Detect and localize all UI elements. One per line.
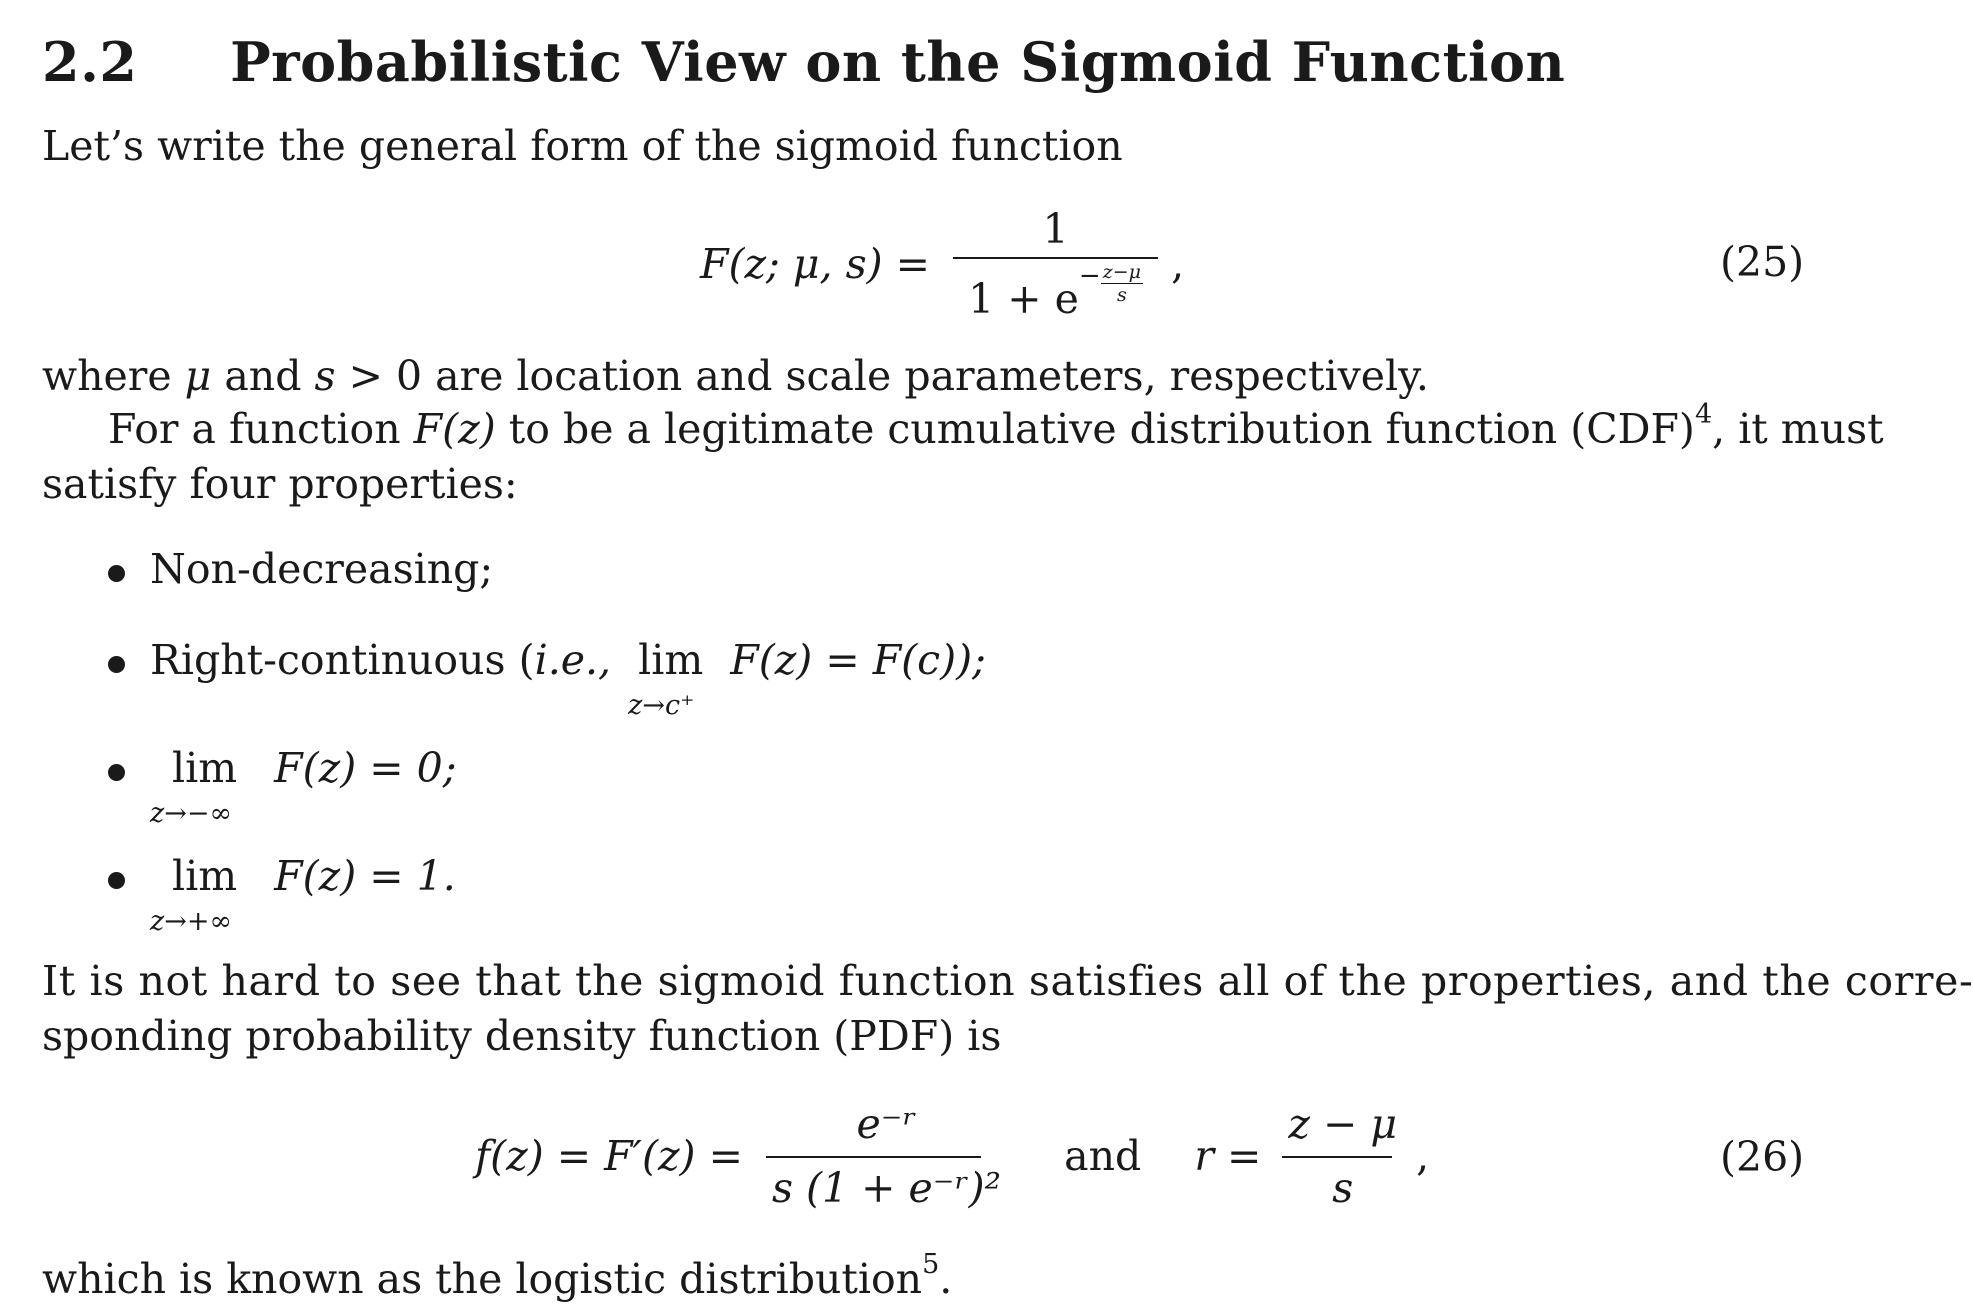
b4-lim: lim xyxy=(172,852,238,900)
b2-ie: i.e., xyxy=(534,636,612,684)
closing-text: which is known as the logistic distribution xyxy=(42,1255,923,1303)
cdf-line-2: satisfy four properties: xyxy=(42,460,518,508)
eq25-trail: , xyxy=(1171,240,1185,288)
intro-text: Let’s write the general form of the sigmoid function xyxy=(42,122,1123,170)
cdf-text-a: For a function xyxy=(108,405,414,453)
eq25-exp-num: z−μ xyxy=(1102,261,1141,283)
footnote-5[interactable]: 5 xyxy=(922,1249,940,1280)
b3-lim: lim xyxy=(172,744,238,792)
closing-line xyxy=(42,1249,953,1303)
params-line xyxy=(42,352,1429,400)
mu-symbol: μ xyxy=(184,352,212,400)
b2-lim-sub: z→c⁺ xyxy=(628,690,695,721)
eq26-and: and xyxy=(1064,1132,1142,1180)
bullet-dot-2 xyxy=(108,656,125,673)
footnote-4[interactable]: 4 xyxy=(1694,399,1713,430)
eq26-r-denominator: s xyxy=(1332,1164,1354,1212)
equation-25-number: (25) xyxy=(1720,238,1805,286)
s-symbol: s xyxy=(314,352,336,400)
b2-text: Right-continuous ( xyxy=(150,636,535,684)
pdf-line-1: It is not hard to see that the sigmoid function satisfies all of the properties, and the corre- xyxy=(42,957,1973,1005)
equation-26-number: (26) xyxy=(1720,1133,1805,1181)
bullet-dot-1 xyxy=(108,565,125,582)
b4-lim-sub: z→+∞ xyxy=(150,906,232,937)
b2-lim: lim xyxy=(638,636,704,684)
eq26-r-eq: r = xyxy=(1194,1132,1262,1180)
bullet-dot-4 xyxy=(108,872,125,889)
section-heading xyxy=(42,30,1565,94)
equation-25 xyxy=(700,205,1184,323)
bullet-dot-3 xyxy=(108,764,125,781)
cdf-text-c: , it must xyxy=(1712,405,1884,453)
bullet-right-continuous xyxy=(150,636,986,721)
bullet-limit-minus-inf xyxy=(150,744,457,829)
section-number: 2.2 xyxy=(42,30,138,94)
bullet-limit-plus-inf xyxy=(150,852,456,937)
eq25-numerator: 1 xyxy=(1042,205,1069,253)
params-text-3: > 0 are location and scale parameters, respectively. xyxy=(335,352,1429,400)
cdf-line-1 xyxy=(108,399,1884,453)
pdf-line-2: sponding probability density function (PDF) is xyxy=(42,1012,1002,1060)
params-text-1: where xyxy=(42,352,185,400)
b3-lim-sub: z→−∞ xyxy=(150,798,232,829)
b4-expr: F(z) = 1. xyxy=(274,852,456,900)
eq26-denominator: s (1 + e⁻ʳ)² xyxy=(771,1164,1002,1212)
eq25-exp-den: s xyxy=(1116,284,1127,306)
eq26-trail: , xyxy=(1416,1132,1430,1180)
eq26-lhs: f(z) = F′(z) = xyxy=(475,1132,743,1180)
cdf-fz: F(z) xyxy=(413,405,496,453)
b2-expr: F(z) = F(c)); xyxy=(730,636,986,684)
eq26-numerator: e⁻ʳ xyxy=(856,1100,917,1148)
bullet-non-decreasing: Non-decreasing; xyxy=(150,545,494,593)
eq26-r-numerator: z − μ xyxy=(1288,1100,1398,1148)
params-text-2: and xyxy=(211,352,315,400)
eq25-lhs: F(z; μ, s) = xyxy=(700,240,931,288)
eq25-denominator-base: 1 + e xyxy=(968,275,1079,323)
section-title: Probabilistic View on the Sigmoid Function xyxy=(230,30,1566,94)
cdf-text-b: to be a legitimate cumulative distribution function (CDF) xyxy=(495,405,1695,453)
equation-26 xyxy=(475,1100,1429,1212)
closing-end: . xyxy=(939,1255,953,1303)
eq25-exp-sign: − xyxy=(1078,261,1101,291)
b3-expr: F(z) = 0; xyxy=(274,744,457,792)
